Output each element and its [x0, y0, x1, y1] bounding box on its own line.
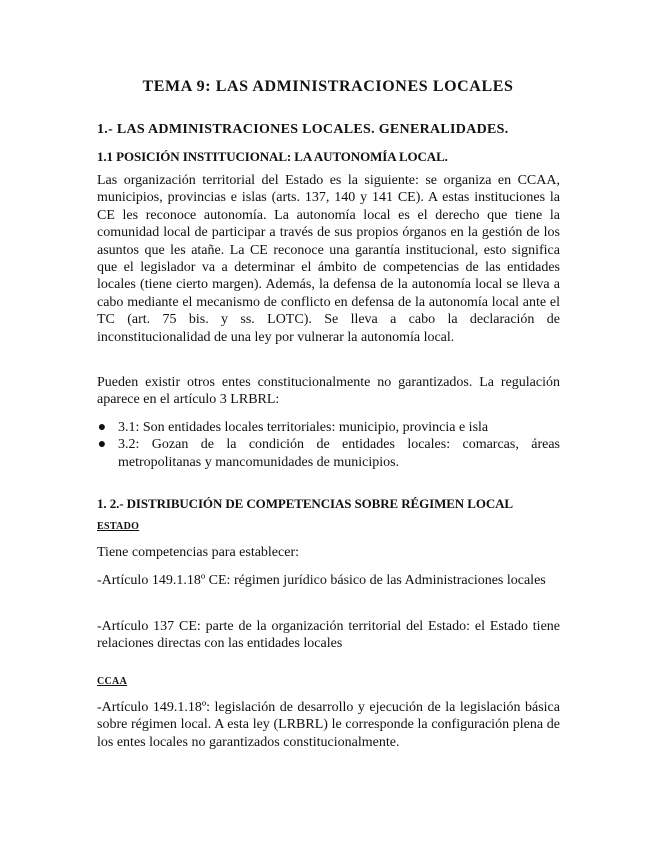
- list-item-text: 3.1: Son entidades locales territoriales: municipio, provincia e isla: [118, 420, 489, 435]
- estado-intro: Tiene competencias para establecer:: [97, 545, 300, 560]
- ccaa-item-149: -Artículo 149.1.18º: legislación de desarrollo y ejecución de la legislación básica sobre régimen local. A esta ley (LRBRL) le corresponde la configuración plena de los entes locales no garantizados constitucionalmente.: [97, 700, 560, 750]
- list-item: [97, 436, 560, 471]
- document-title: TEMA 9: LAS ADMINISTRACIONES LOCALES: [142, 78, 514, 95]
- list-item-text: 3.2: Gozan de la condición de entidades locales: comarcas, áreas metropolitanas y mancomunidades de municipios.: [118, 437, 560, 470]
- section-heading-1-1: 1.1 POSICIÓN INSTITUCIONAL: LA AUTONOMÍA LOCAL.: [97, 149, 448, 164]
- ccaa-label: CCAA: [97, 676, 128, 687]
- bullet-icon: ●: [97, 420, 107, 435]
- bullet-list-lrbrl: [97, 419, 560, 471]
- list-item: [97, 419, 560, 436]
- paragraph-autonomia-local: Las organización territorial del Estado es la siguiente: se organiza en CCAA, municipios, provincias e islas (arts. 137, 140 y 141 CE). A estas instituciones la CE les reconoce autonomía. La autonomía local es el derecho que tiene la comunidad local de participar a través de sus propios órganos en la gestión de los asuntos que les atañe. La CE reconoce una garantía institucional, esto significa que el legislador va a determinar el ámbito de competencias de las entidades locales (tiene cierto margen). Además, la defensa de la autonomía local se lleva a cabo mediante el mecanismo de conflicto en defensa de la autonomía local ante el TC (art. 75 bis. y ss. LOTC). Se lleva a cabo la declaración de inconstitucionalidad de una ley por vulnerar la autonomía local.: [97, 173, 560, 345]
- bullet-icon: ●: [97, 437, 107, 453]
- paragraph-entes-no-garantizados: Pueden existir otros entes constitucionalmente no garantizados. La regulación aparece en el artículo 3 LRBRL:: [97, 375, 560, 408]
- section-heading-1-2: 1. 2.- DISTRIBUCIÓN DE COMPETENCIAS SOBRE RÉGIMEN LOCAL: [97, 496, 513, 511]
- section-heading-1: 1.- LAS ADMINISTRACIONES LOCALES. GENERALIDADES.: [97, 122, 509, 137]
- estado-label: ESTADO: [97, 521, 140, 532]
- estado-item-137: -Artículo 137 CE: parte de la organización territorial del Estado: el Estado tiene relaciones directas con las entidades locales: [97, 619, 560, 652]
- estado-item-149: -Artículo 149.1.18º CE: régimen jurídico básico de las Administraciones locales: [97, 573, 546, 588]
